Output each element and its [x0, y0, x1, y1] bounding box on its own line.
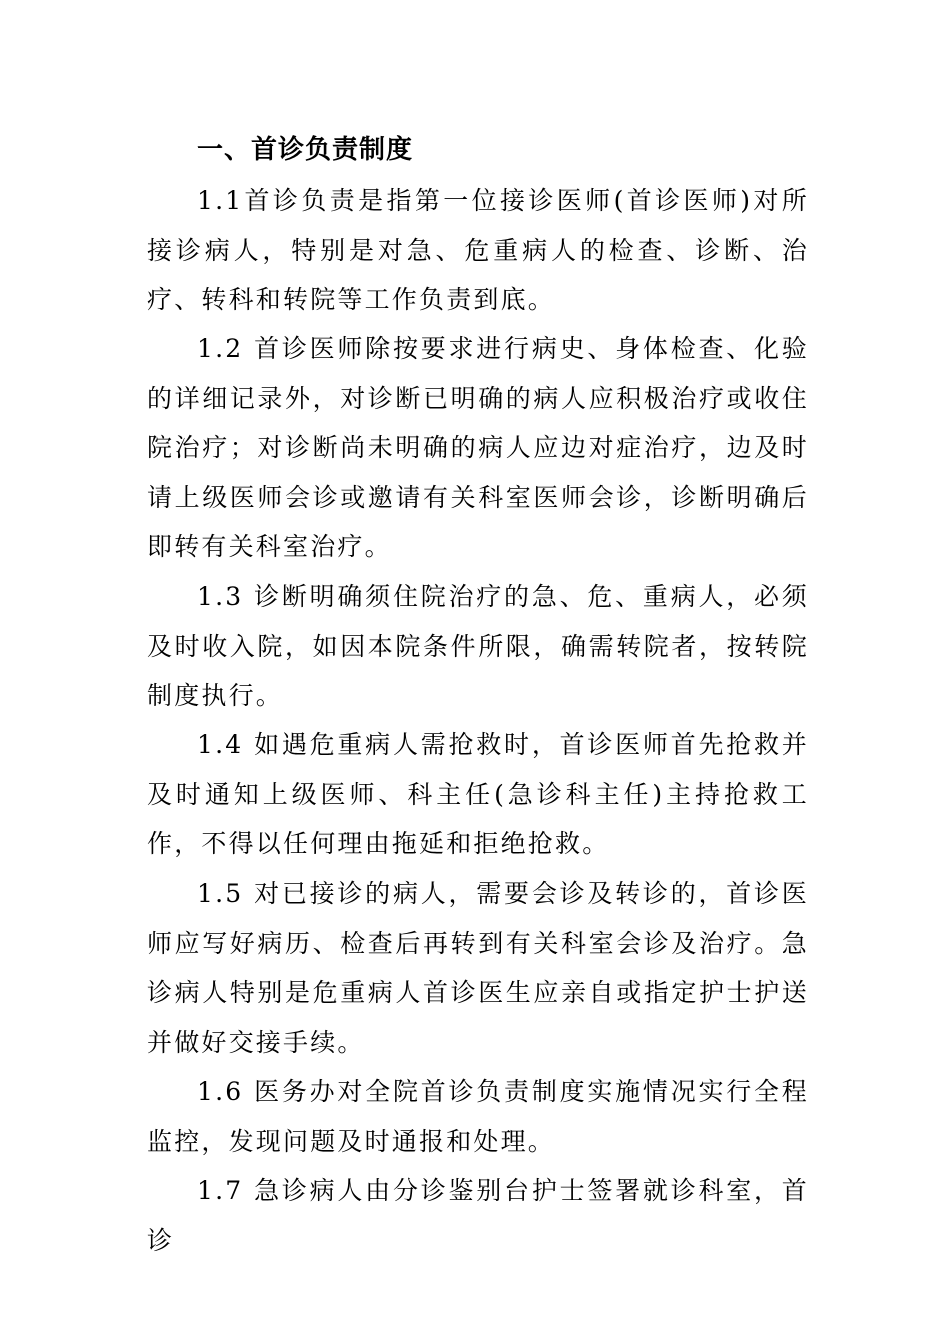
paragraph-1-4: 1.4 如遇危重病人需抢救时，首诊医师首先抢救并及时通知上级医师、科主任(急诊科主任)主持抢救工作，不得以任何理由拖延和拒绝抢救。: [147, 730, 809, 858]
paragraph-1-7: 1.7 急诊病人由分诊鉴别台护士签署就诊科室，首诊: [147, 1176, 809, 1255]
paragraph-1-3: 1.3 诊断明确须住院治疗的急、危、重病人，必须及时收入院，如因本院条件所限，确需转院者，按转院制度执行。: [147, 582, 809, 710]
paragraph-1-1: 1.1首诊负责是指第一位接诊医师(首诊医师)对所接诊病人，特别是对急、危重病人的检查、诊断、治疗、转科和转院等工作负责到底。: [147, 186, 809, 314]
paragraph-1-6: 1.6 医务办对全院首诊负责制度实施情况实行全程监控，发现问题及时通报和处理。: [147, 1077, 809, 1156]
paragraph-1-2: 1.2 首诊医师除按要求进行病史、身体检查、化验的详细记录外，对诊断已明确的病人应积极治疗或收住院治疗；对诊断尚未明确的病人应边对症治疗，边及时请上级医师会诊或邀请有关科室医师会诊，诊断明确后即转有关科室治疗。: [147, 334, 809, 561]
section-heading: 一、首诊负责制度: [197, 135, 414, 165]
paragraph-1-5: 1.5 对已接诊的病人，需要会诊及转诊的，首诊医师应写好病历、检查后再转到有关科室会诊及治疗。急诊病人特别是危重病人首诊医生应亲自或指定护士护送并做好交接手续。: [147, 879, 809, 1057]
